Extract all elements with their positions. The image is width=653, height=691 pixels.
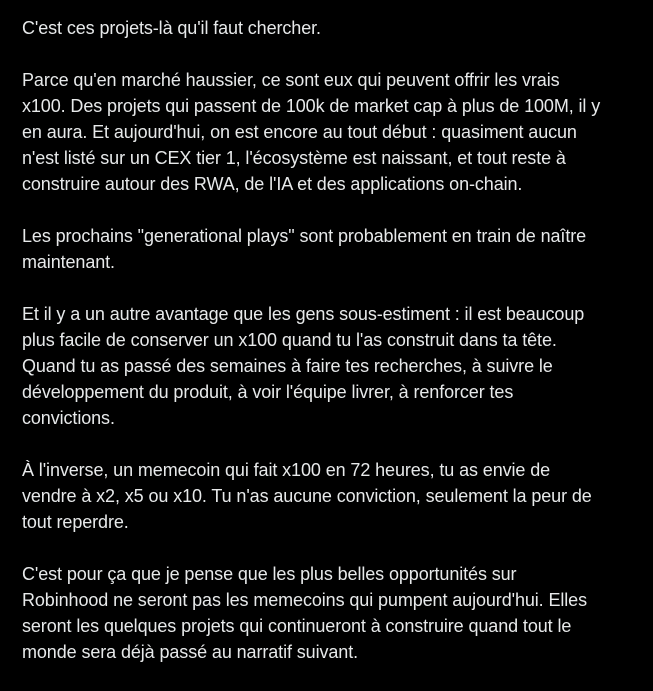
- paragraph-2: [22, 67, 637, 197]
- text-line: À l'inverse, un memecoin qui fait x100 en 72 heures, tu as envie de: [22, 460, 551, 480]
- text-line: en aura. Et aujourd'hui, on est encore au tout début : quasiment aucun: [22, 122, 577, 142]
- text-line: développement du produit, à voir l'équipe livrer, à renforcer tes: [22, 382, 514, 402]
- text-line: C'est pour ça que je pense que les plus belles opportunités sur: [22, 564, 517, 584]
- text-line: C'est ces projets-là qu'il faut chercher.: [22, 18, 321, 38]
- text-line: monde sera déjà passé au narratif suivant.: [22, 642, 358, 662]
- text-line: n'est listé sur un CEX tier 1, l'écosystème est naissant, et tout reste à: [22, 148, 566, 168]
- paragraph-6: [22, 561, 637, 665]
- post-body: [22, 15, 637, 691]
- text-line: seront les quelques projets qui continueront à construire quand tout le: [22, 616, 572, 636]
- text-line: x100. Des projets qui passent de 100k de market cap à plus de 100M, il y: [22, 96, 601, 116]
- text-line: tout reperdre.: [22, 512, 129, 532]
- paragraph-3: [22, 223, 637, 275]
- text-line: convictions.: [22, 408, 115, 428]
- text-line: construire autour des RWA, de l'IA et des applications on-chain.: [22, 174, 523, 194]
- paragraph-4: [22, 301, 637, 431]
- paragraph-5: [22, 457, 637, 535]
- text-line: maintenant.: [22, 252, 115, 272]
- text-line: Les prochains "generational plays" sont probablement en train de naître: [22, 226, 587, 246]
- paragraph-1: [22, 15, 637, 41]
- text-line: Parce qu'en marché haussier, ce sont eux qui peuvent offrir les vrais: [22, 70, 560, 90]
- text-line: Robinhood ne seront pas les memecoins qui pumpent aujourd'hui. Elles: [22, 590, 587, 610]
- text-line: Et il y a un autre avantage que les gens sous-estiment : il est beaucoup: [22, 304, 585, 324]
- text-line: plus facile de conserver un x100 quand tu l'as construit dans ta tête.: [22, 330, 557, 350]
- text-line: Quand tu as passé des semaines à faire tes recherches, à suivre le: [22, 356, 553, 376]
- text-line: vendre à x2, x5 ou x10. Tu n'as aucune conviction, seulement la peur de: [22, 486, 592, 506]
